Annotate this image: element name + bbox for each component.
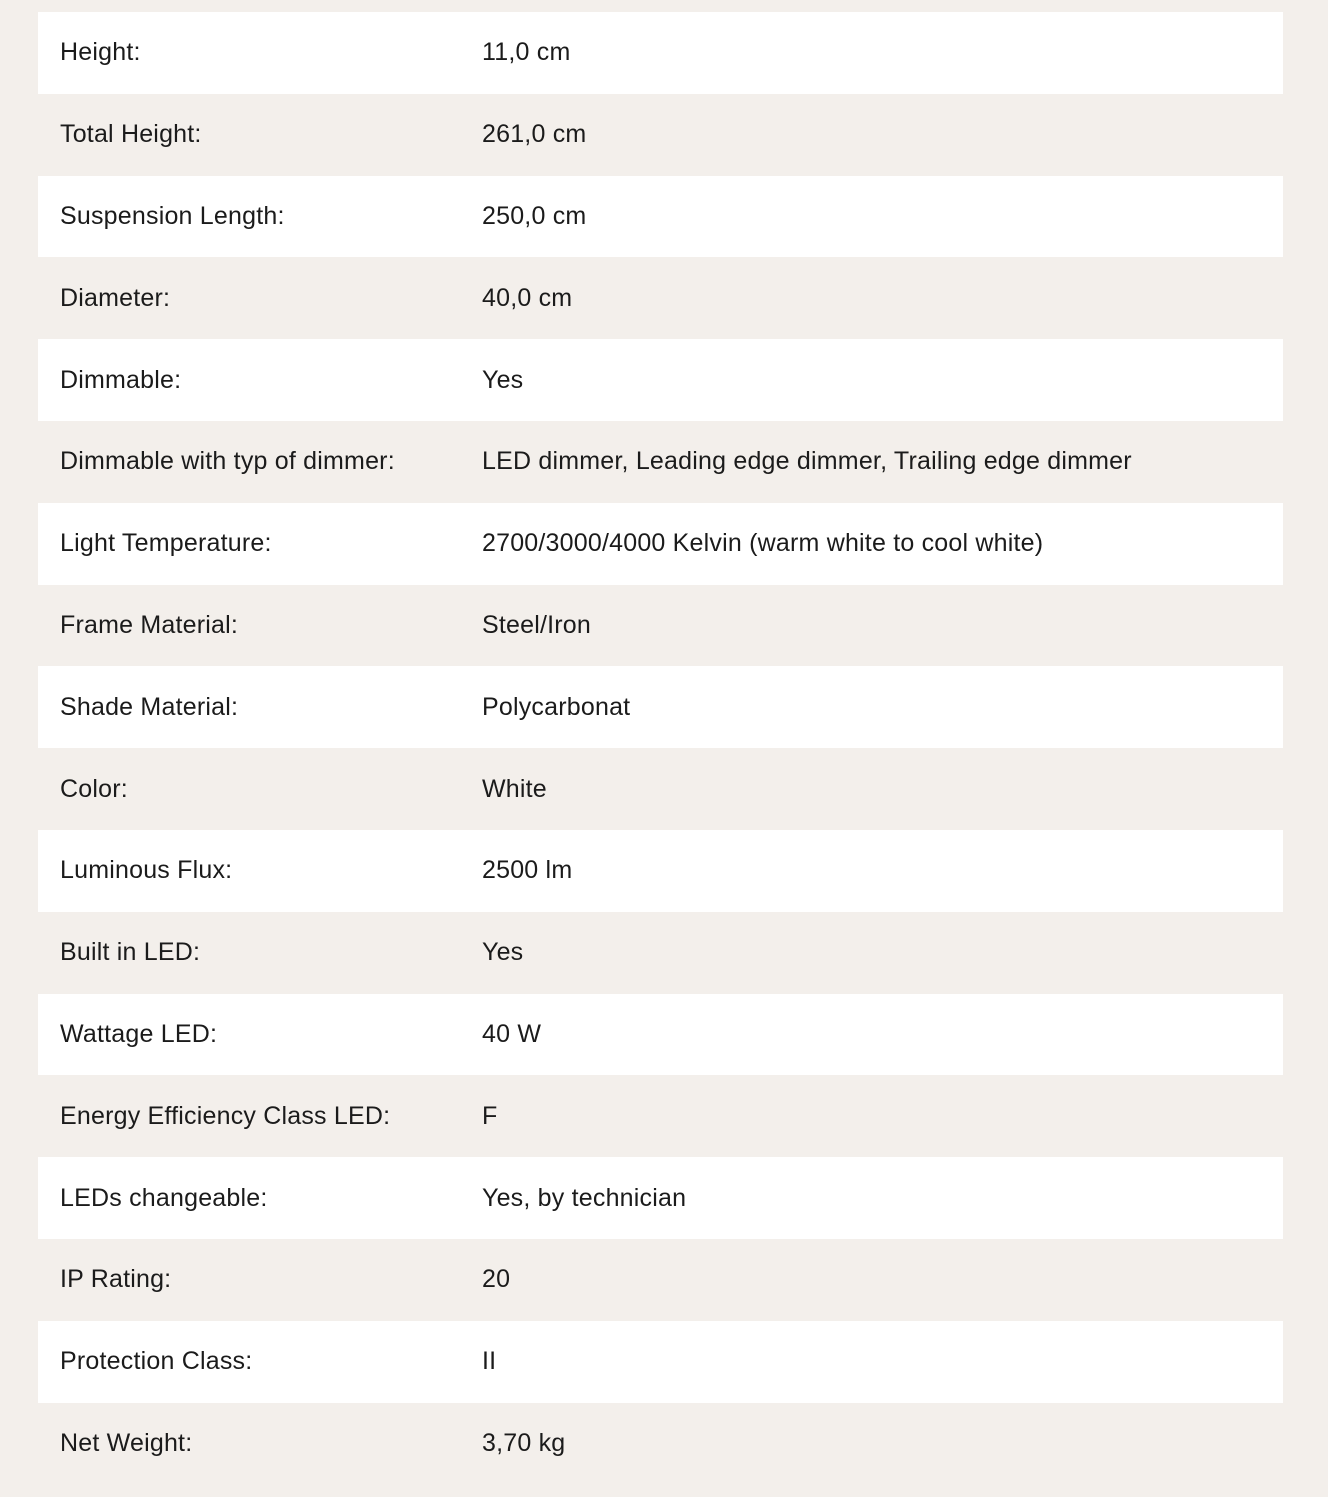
spec-value: 11,0 cm (482, 38, 571, 67)
spec-row-frame-material (38, 585, 1283, 667)
spec-label: Suspension Length: (60, 201, 285, 230)
spec-value: Yes, by technician (482, 1183, 687, 1212)
spec-row-wattage-led (38, 994, 1283, 1076)
spec-row-dimmer-type (38, 421, 1283, 503)
spec-value: LED dimmer, Leading edge dimmer, Trailing edge dimmer (482, 447, 1132, 476)
spec-value: White (482, 774, 547, 803)
spec-row-energy-efficiency (38, 1075, 1283, 1157)
spec-label: Luminous Flux: (60, 856, 233, 885)
spec-value: 40,0 cm (482, 283, 573, 312)
spec-label: Net Weight: (60, 1428, 193, 1457)
spec-row-ip-rating (38, 1239, 1283, 1321)
spec-value: II (482, 1347, 497, 1376)
product-specifications-table (38, 12, 1283, 1484)
spec-label: Energy Efficiency Class LED: (60, 1101, 391, 1130)
spec-label: Protection Class: (60, 1347, 253, 1376)
spec-label: Dimmable with typ of dimmer: (60, 447, 395, 476)
spec-label: Total Height: (60, 120, 202, 149)
spec-row-dimmable (38, 339, 1283, 421)
spec-value: 2700/3000/4000 Kelvin (warm white to cool white) (482, 529, 1044, 558)
spec-value: Polycarbonat (482, 692, 631, 721)
spec-row-light-temperature (38, 503, 1283, 585)
spec-value: 20 (482, 1265, 511, 1294)
spec-value: 2500 lm (482, 856, 573, 885)
spec-row-color (38, 748, 1283, 830)
spec-label: Color: (60, 774, 128, 803)
spec-label: IP Rating: (60, 1265, 172, 1294)
spec-label: Shade Material: (60, 692, 239, 721)
spec-value: Yes (482, 938, 524, 967)
spec-label: Height: (60, 38, 141, 67)
spec-row-suspension-length (38, 176, 1283, 258)
spec-label: Diameter: (60, 283, 171, 312)
spec-value: 3,70 kg (482, 1428, 566, 1457)
spec-value: F (482, 1101, 498, 1130)
spec-value: 40 W (482, 1019, 542, 1048)
spec-label: Frame Material: (60, 610, 239, 639)
spec-row-shade-material (38, 666, 1283, 748)
spec-label: Built in LED: (60, 938, 201, 967)
spec-row-net-weight (38, 1403, 1283, 1485)
spec-value: Steel/Iron (482, 610, 592, 639)
spec-row-diameter (38, 257, 1283, 339)
spec-label: Wattage LED: (60, 1019, 218, 1048)
spec-row-leds-changeable (38, 1157, 1283, 1239)
spec-row-protection-class (38, 1321, 1283, 1403)
spec-label: Light Temperature: (60, 529, 272, 558)
spec-row-luminous-flux (38, 830, 1283, 912)
spec-value: 250,0 cm (482, 201, 587, 230)
spec-row-height (38, 12, 1283, 94)
spec-value: Yes (482, 365, 524, 394)
spec-label: LEDs changeable: (60, 1183, 268, 1212)
spec-row-total-height (38, 94, 1283, 176)
spec-label: Dimmable: (60, 365, 182, 394)
spec-value: 261,0 cm (482, 120, 587, 149)
spec-row-built-in-led (38, 912, 1283, 994)
